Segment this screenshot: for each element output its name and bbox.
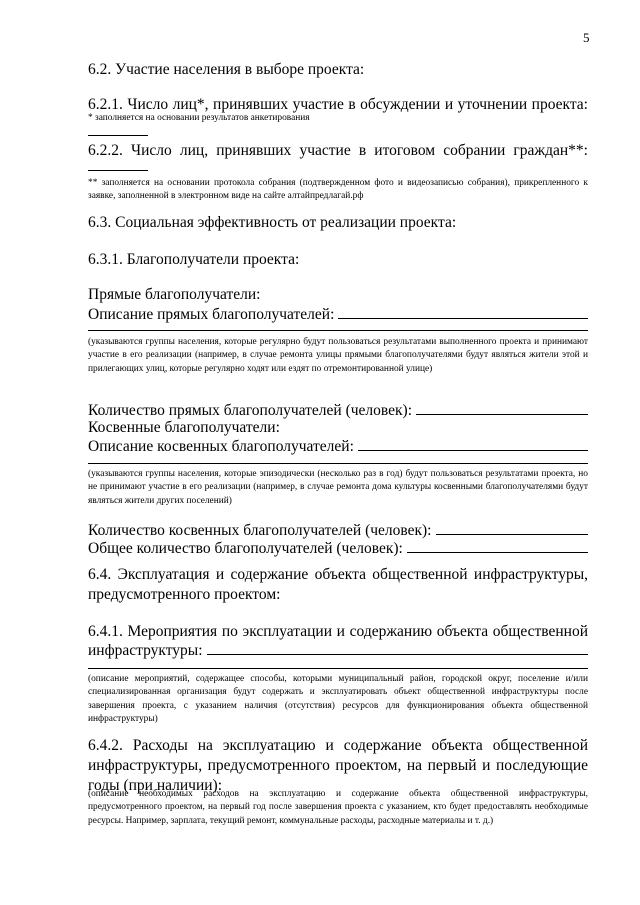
direct-beneficiaries-desc-row xyxy=(88,304,588,325)
direct-beneficiaries-desc-field[interactable] xyxy=(338,304,588,319)
section-6-3-title: 6.3. Социальная эффективность от реализации проекта: xyxy=(88,214,457,231)
section-6-4-1-line[interactable] xyxy=(88,668,588,669)
direct-beneficiaries-desc-label: Описание прямых благополучателей: xyxy=(88,306,335,323)
indirect-beneficiaries-desc-field[interactable] xyxy=(358,436,588,451)
section-6-4-1-note: (описание мероприятий, содержащее способы, которыми муниципальный район, городской округ, поселение и/или специализированная организация будут содержать и эксплуатировать объект общественной инфраструктуры после завершения проекта, с указанием наличия (отсутствия) ресурсов для функционирования объекта общественной инфраструктуры) xyxy=(88,674,588,724)
direct-beneficiaries-heading: Прямые благополучатели: xyxy=(88,286,261,303)
indirect-beneficiaries-desc-label: Описание косвенных благополучателей: xyxy=(88,438,354,455)
section-6-2-1-note: * заполняется на основании результатов анкетирования xyxy=(88,113,310,123)
indirect-beneficiaries-heading: Косвенные благополучатели: xyxy=(88,419,280,436)
indirect-beneficiaries-desc-row xyxy=(88,436,588,457)
total-count-field[interactable] xyxy=(407,538,588,553)
section-6-4-1-row xyxy=(88,640,588,661)
section-6-2-title: 6.2. Участие населения в выборе проекта: xyxy=(88,61,365,78)
section-6-4-1-label: инфраструктуры: xyxy=(88,642,203,659)
section-6-3-1-title: 6.3.1. Благополучатели проекта: xyxy=(88,251,300,268)
section-6-4-title: 6.4. Эксплуатация и содержание объекта общественной инфраструктуры, предусмотренного проектом: xyxy=(88,566,588,603)
indirect-count-label: Количество косвенных благополучателей (человек): xyxy=(88,522,432,539)
total-count-label: Общее количество благополучателей (человек): xyxy=(88,540,403,557)
section-6-2-2-title: 6.2.2. Число лиц, принявших участие в итоговом собрании граждан**: xyxy=(88,142,588,159)
indirect-beneficiaries-note: (указываются группы населения, которые эпизодически (несколько раз в год) будут пользоваться результатами проекта, но не принимают участие в его реализации (например, в случае ремонта дома культуры косвенными благополучателями будут являться жители других поселений) xyxy=(88,469,588,506)
section-6-4-1-field[interactable] xyxy=(207,640,588,655)
section-6-2-2-note: ** заполняется на основании протокола собрания (подтвержденном фото и видеозаписью собрания), прикрепленного к заявке, заполненной в электронном виде на сайте алтайпредлагай.рф xyxy=(88,178,588,202)
direct-count-field[interactable] xyxy=(416,400,588,415)
indirect-count-field[interactable] xyxy=(436,520,589,535)
section-6-4-1-line1: 6.4.1. Мероприятия по эксплуатации и содержанию объекта общественной xyxy=(88,623,588,640)
direct-beneficiaries-note: (указываются группы населения, которые регулярно будут пользоваться результатами выполненного проекта и принимают участие в его реализации (например, в случае ремонта улицы прямыми благополучателями будут являться жители этой и прилегающих улиц, которые регулярно ходят или ездят по отремонтированной улице) xyxy=(88,337,588,374)
direct-count-label: Количество прямых благополучателей (человек): xyxy=(88,402,413,419)
answer-line-6-2-1 xyxy=(88,135,148,136)
answer-line-6-2-2 xyxy=(88,170,148,171)
direct-beneficiaries-desc-line[interactable] xyxy=(88,330,588,331)
section-6-4-2-note: (описание необходимых расходов на эксплуатацию и содержание объекта общественной инфраструктуры, предусмотренного проектом, на первый год после завершения проекта с указанием, кто будет предоставлять необходимые ресурсы. Например, зарплата, текущий ремонт, коммунальные расходы, расходные материалы и т. д.) xyxy=(88,789,588,826)
section-6-4-2-title: 6.4.2. Расходы на эксплуатацию и содержание объекта общественной инфраструктуры, предусмотренного проектом, на первый и последующие годы (при наличии): xyxy=(88,737,588,794)
total-count-row xyxy=(88,538,588,559)
indirect-beneficiaries-desc-line[interactable] xyxy=(88,463,588,464)
section-6-2-1-title: 6.2.1. Число лиц*, принявших участие в обсуждении и уточнении проекта: xyxy=(88,96,588,113)
page-number: 5 xyxy=(583,30,590,45)
